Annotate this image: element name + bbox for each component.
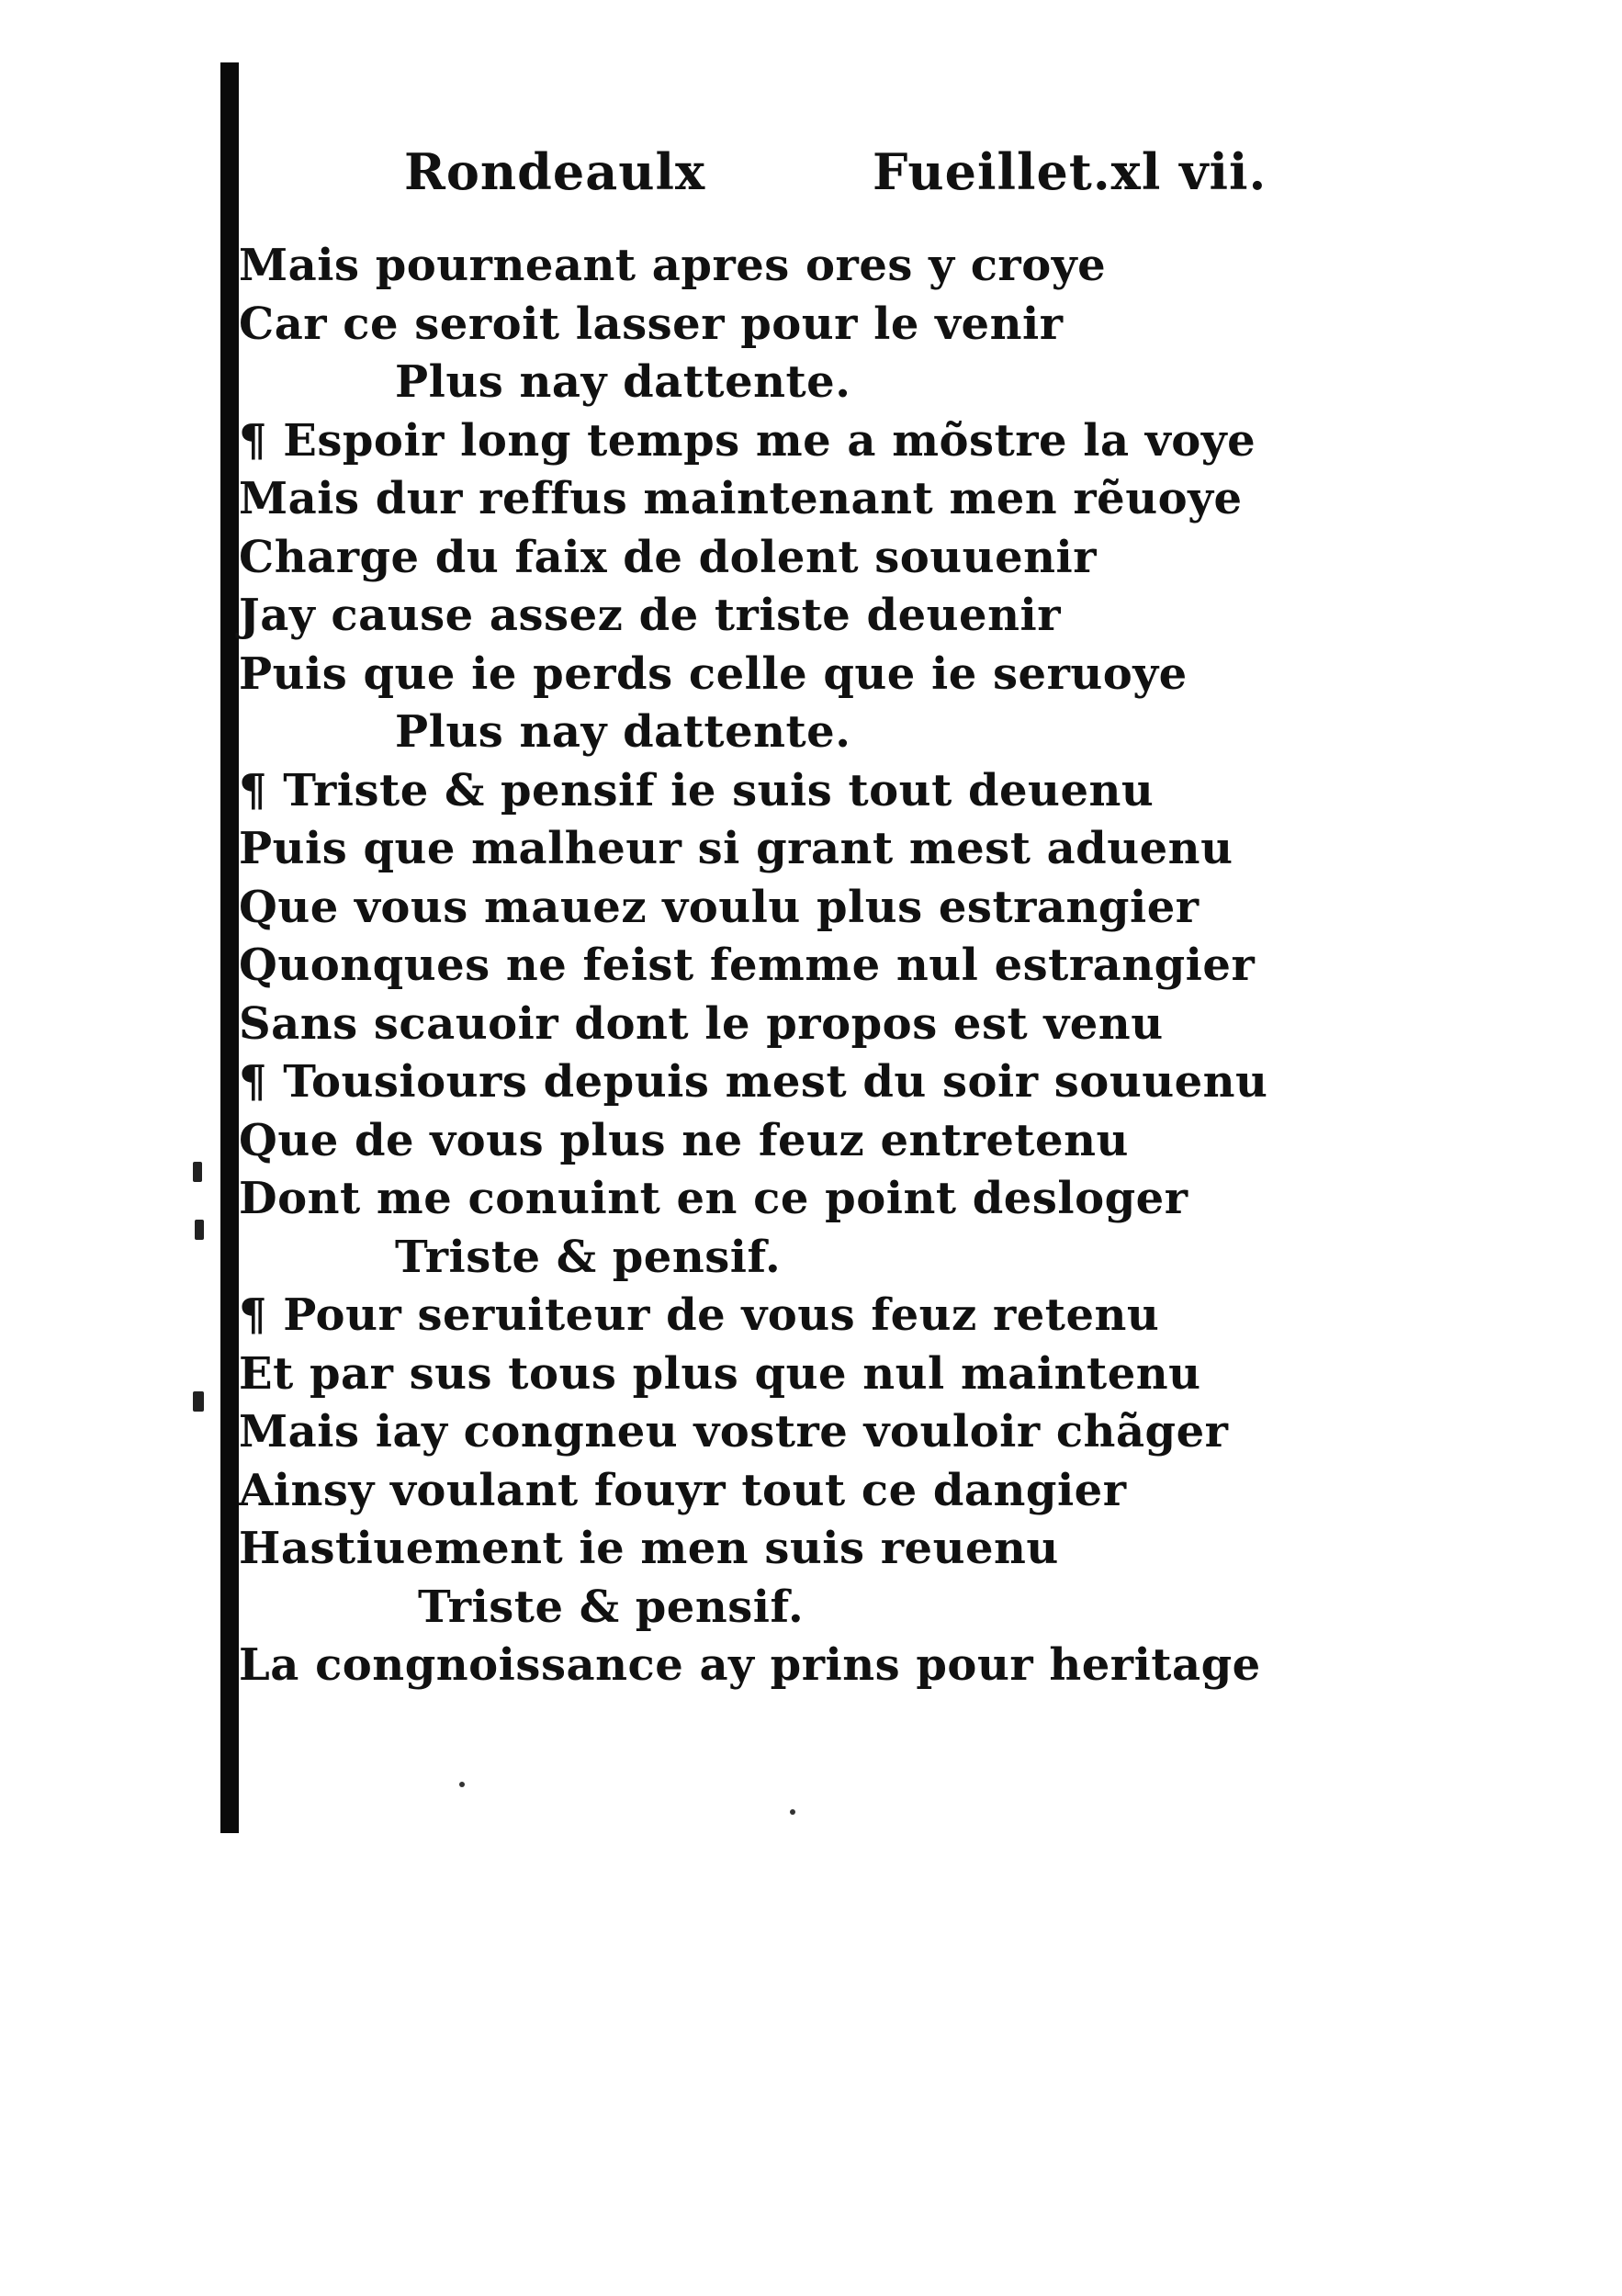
text-line: Puis que ie perds celle que ie seruoye (239, 647, 1188, 700)
text-line: ¶ Triste & pensif ie suis tout deuenu (239, 764, 1155, 816)
text-line: Hastiuement ie men suis reuenu (239, 1523, 1059, 1574)
ink-speck (459, 1782, 465, 1787)
text-line: ¶ Espoir long temps me a mõstre la voye (239, 414, 1256, 467)
text-line: Triste & pensif. (418, 1581, 805, 1633)
text-line: Sans scauoir dont le propos est venu (239, 997, 1164, 1050)
binding-mark (193, 1391, 204, 1412)
text-line: Mais pourneant apres ores y croye (239, 240, 1107, 291)
text-line: Dont me conuint en ce point desloger (239, 1173, 1188, 1224)
binding-mark (195, 1220, 204, 1240)
text-line: La congnoissance ay prins pour heritage (239, 1639, 1261, 1691)
text-line: Ainsy voulant fouyr tout ce dangier (239, 1464, 1127, 1516)
text-line: ¶ Pour seruiteur de vous feuz retenu (239, 1289, 1160, 1341)
bottom-marks (459, 1782, 827, 1818)
text-line: Plus nay dattente. (395, 706, 851, 758)
text-line: Puis que malheur si grant mest aduenu (239, 823, 1233, 874)
text-line: Quonques ne feist femme nul estrangier (239, 940, 1256, 991)
text-line: Que vous mauez voulu plus estrangier (239, 881, 1200, 933)
text-line: ¶ Tousiours depuis mest du soir souuenu (239, 1056, 1268, 1108)
text-line: Mais dur reffus maintenant men rẽuoye (239, 473, 1243, 524)
text-line: Jay cause assez de triste deuenir (239, 590, 1061, 641)
running-title: Rondeaulx (404, 142, 706, 201)
binding-edge (220, 62, 239, 1833)
text-line: Et par sus tous plus que nul maintenu (239, 1347, 1201, 1400)
binding-mark (193, 1162, 202, 1182)
text-line: Charge du faix de dolent souuenir (239, 531, 1098, 583)
running-header (404, 142, 1267, 207)
text-line: Mais iay congneu vostre vouloir chãger (239, 1406, 1229, 1458)
ink-speck (790, 1809, 795, 1815)
poem-text (239, 237, 1267, 1695)
text-line: Car ce seroit lasser pour le venir (239, 298, 1064, 350)
text-line: Plus nay dattente. (395, 356, 851, 408)
text-line: Triste & pensif. (395, 1231, 782, 1283)
text-line: Que de vous plus ne feuz entretenu (239, 1114, 1129, 1166)
folio-number: Fueillet.xl vii. (873, 142, 1267, 201)
